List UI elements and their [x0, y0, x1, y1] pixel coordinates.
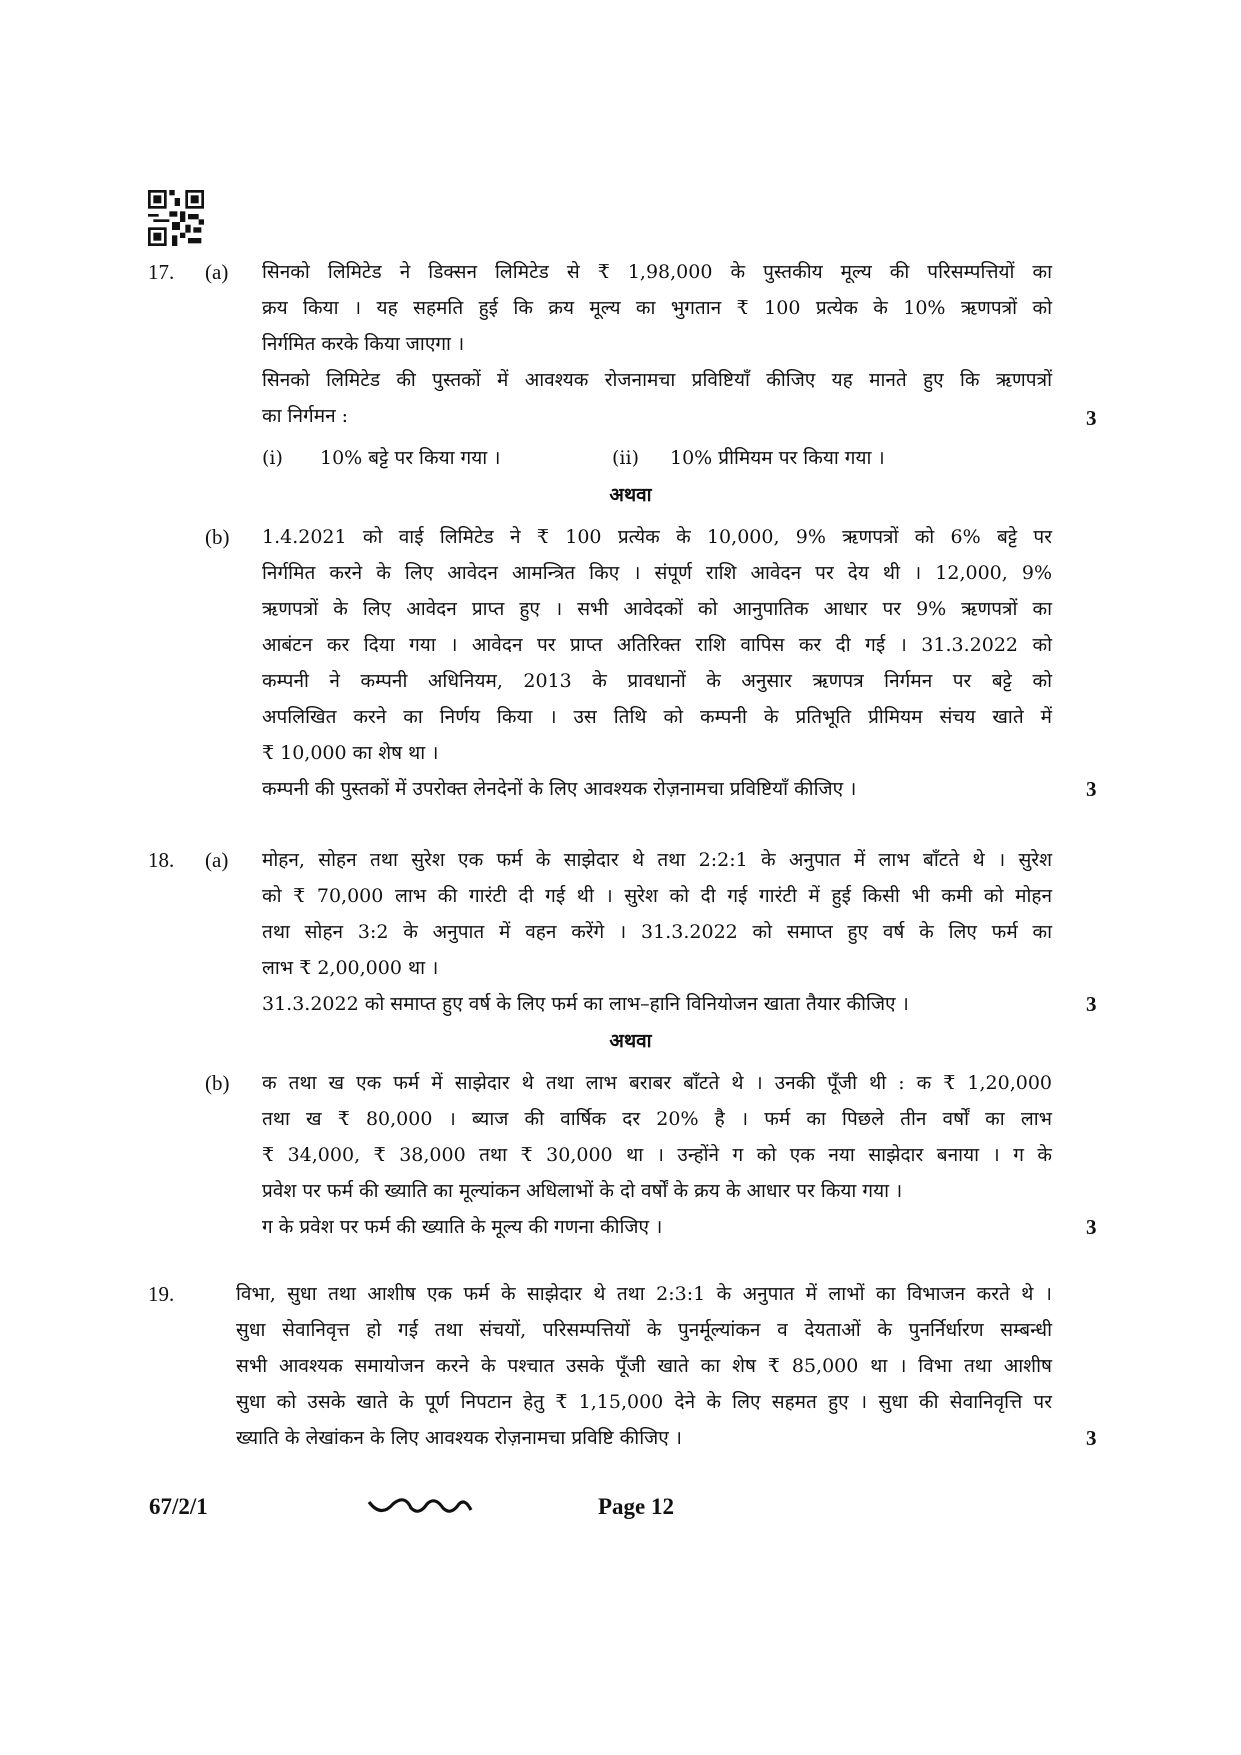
- text-line: 31.3.2022 को समाप्त हुए वर्ष के लिए फर्म का लाभ–हानि विनियोजन खाता तैयार कीजिए ।: [262, 993, 909, 1015]
- question-number: 18.: [148, 848, 175, 872]
- qr-code-icon: [148, 190, 204, 246]
- marks: 3: [1086, 1426, 1097, 1450]
- marks: 3: [1086, 406, 1097, 430]
- text-line: क्रय किया । यह सहमति हुई कि क्रय मूल्य का भुगतान ₹ 100 प्रत्येक के 10% ऋणपत्रों को: [262, 297, 1052, 319]
- text-line: मोहन, सोहन तथा सुरेश एक फर्म के साझेदार थे तथा 2:2:1 के अनुपात में लाभ बाँटते थे । सुरेश: [262, 849, 1052, 871]
- text-line: प्रवेश पर फर्म की ख्याति का मूल्यांकन अधिलाभों के दो वर्षों के क्रय के आधार पर किया गया ।: [262, 1180, 903, 1202]
- question-number: 17.: [148, 260, 175, 284]
- marks: 3: [1086, 992, 1097, 1016]
- text-line: आबंटन कर दिया गया । आवेदन पर प्राप्त अतिरिक्त राशि वापिस कर दी गई । 31.3.2022 को: [262, 634, 1052, 656]
- option-text: 10% बट्टे पर किया गया ।: [320, 447, 501, 469]
- text-line: सिनको लिमिटेड की पुस्तकों में आवश्यक रोजनामचा प्रविष्टियाँ कीजिए यह मानते हुए कि ऋणपत्रों: [262, 369, 1052, 391]
- option-label: (i): [262, 447, 283, 469]
- text-line: सुधा को उसके खाते के पूर्ण निपटान हेतु ₹ 1,15,000 देने के लिए सहमत हुए । सुधा की सेवानिवृत्ति पर: [236, 1391, 1052, 1413]
- text-line: सुधा सेवानिवृत्त हो गई तथा संचयों, परिसम्पत्तियों के पुनर्मूल्यांकन व देयताओं के पुनर्निर्धारण सम्बन्धी: [236, 1319, 1052, 1341]
- text-line: क तथा ख एक फर्म में साझेदार थे तथा लाभ बराबर बाँटते थे । उनकी पूँजी थी : क ₹ 1,20,000: [262, 1072, 1052, 1094]
- text-line: अपलिखित करने का निर्णय किया । उस तिथि को कम्पनी के प्रतिभूति प्रीमियम संचय खाते में: [262, 706, 1052, 728]
- text-line: सिनको लिमिटेड ने डिक्सन लिमिटेड से ₹ 1,98,000 के पुस्तकीय मूल्य की परिसम्पत्तियों का: [262, 261, 1052, 283]
- text-line: ₹ 10,000 का शेष था ।: [262, 742, 439, 764]
- option-text: 10% प्रीमियम पर किया गया ।: [670, 447, 885, 469]
- q18a-text: [262, 842, 1052, 1022]
- page-number: Page 12: [598, 1494, 675, 1519]
- option-label: (ii): [612, 447, 639, 469]
- marks: 3: [1086, 777, 1097, 801]
- wave-ornament-icon: [367, 1498, 473, 1516]
- text-line: कम्पनी की पुस्तकों में उपरोक्त लेनदेनों के लिए आवश्यक रोज़नामचा प्रविष्टियाँ कीजिए ।: [262, 778, 857, 800]
- text-line: निर्गमित करके किया जाएगा ।: [262, 333, 465, 355]
- text-line: को ₹ 70,000 लाभ की गारंटी दी गई थी । सुरेश को दी गई गारंटी में हुई किसी भी कमी को मोहन: [262, 885, 1052, 907]
- text-line: तथा ख ₹ 80,000 । ब्याज की वार्षिक दर 20% है । फर्म का पिछले तीन वर्षों का लाभ: [262, 1108, 1052, 1130]
- or-separator: अथवा: [609, 1030, 652, 1052]
- or-separator: अथवा: [609, 484, 652, 506]
- q17b-text: [262, 519, 1052, 807]
- text-line: तथा सोहन 3:2 के अनुपात में वहन करेंगे । 31.3.2022 को समाप्त हुए वर्ष के लिए फर्म का: [262, 921, 1052, 943]
- q17a-text: [262, 254, 1052, 434]
- text-line: सभी आवश्यक समायोजन करने के पश्चात उसके पूँजी खाते का शेष ₹ 85,000 था । विभा तथा आशीष: [236, 1355, 1052, 1377]
- text-line: ग के प्रवेश पर फर्म की ख्याति के मूल्य की गणना कीजिए ।: [262, 1216, 663, 1238]
- sub-question-label: (b): [205, 1071, 230, 1095]
- q18b-text: [262, 1065, 1052, 1245]
- q19-text: [236, 1276, 1052, 1456]
- text-line: लाभ ₹ 2,00,000 था ।: [262, 957, 439, 979]
- text-line: ऋणपत्रों के लिए आवेदन प्राप्त हुए । सभी आवेदकों को आनुपातिक आधार पर 9% ऋणपत्रों का: [262, 598, 1052, 620]
- text-line: निर्गमित करने के लिए आवेदन आमन्त्रित किए । संपूर्ण राशि आवेदन पर देय थी । 12,000, 9%: [262, 562, 1052, 584]
- paper-code: 67/2/1: [149, 1494, 208, 1519]
- marks: 3: [1086, 1215, 1097, 1239]
- text-line: कम्पनी ने कम्पनी अधिनियम, 2013 के प्रावधानों के अनुसार ऋणपत्र निर्गमन पर बट्टे को: [262, 670, 1052, 692]
- text-line: 1.4.2021 को वाई लिमिटेड ने ₹ 100 प्रत्येक के 10,000, 9% ऋणपत्रों को 6% बट्टे पर: [262, 526, 1052, 548]
- question-number: 19.: [148, 1282, 175, 1306]
- text-line: विभा, सुधा तथा आशीष एक फर्म के साझेदार थे तथा 2:3:1 के अनुपात में लाभों का विभाजन करते थे ।: [236, 1283, 1052, 1305]
- text-line: ₹ 34,000, ₹ 38,000 तथा ₹ 30,000 था । उन्होंने ग को एक नया साझेदार बनाया । ग के: [262, 1144, 1052, 1166]
- sub-question-label: (a): [205, 848, 229, 872]
- text-line: ख्याति के लेखांकन के लिए आवश्यक रोज़नामचा प्रविष्टि कीजिए ।: [236, 1427, 682, 1449]
- text-line: का निर्गमन :: [262, 405, 349, 427]
- sub-question-label: (b): [205, 525, 230, 549]
- sub-question-label: (a): [205, 260, 229, 284]
